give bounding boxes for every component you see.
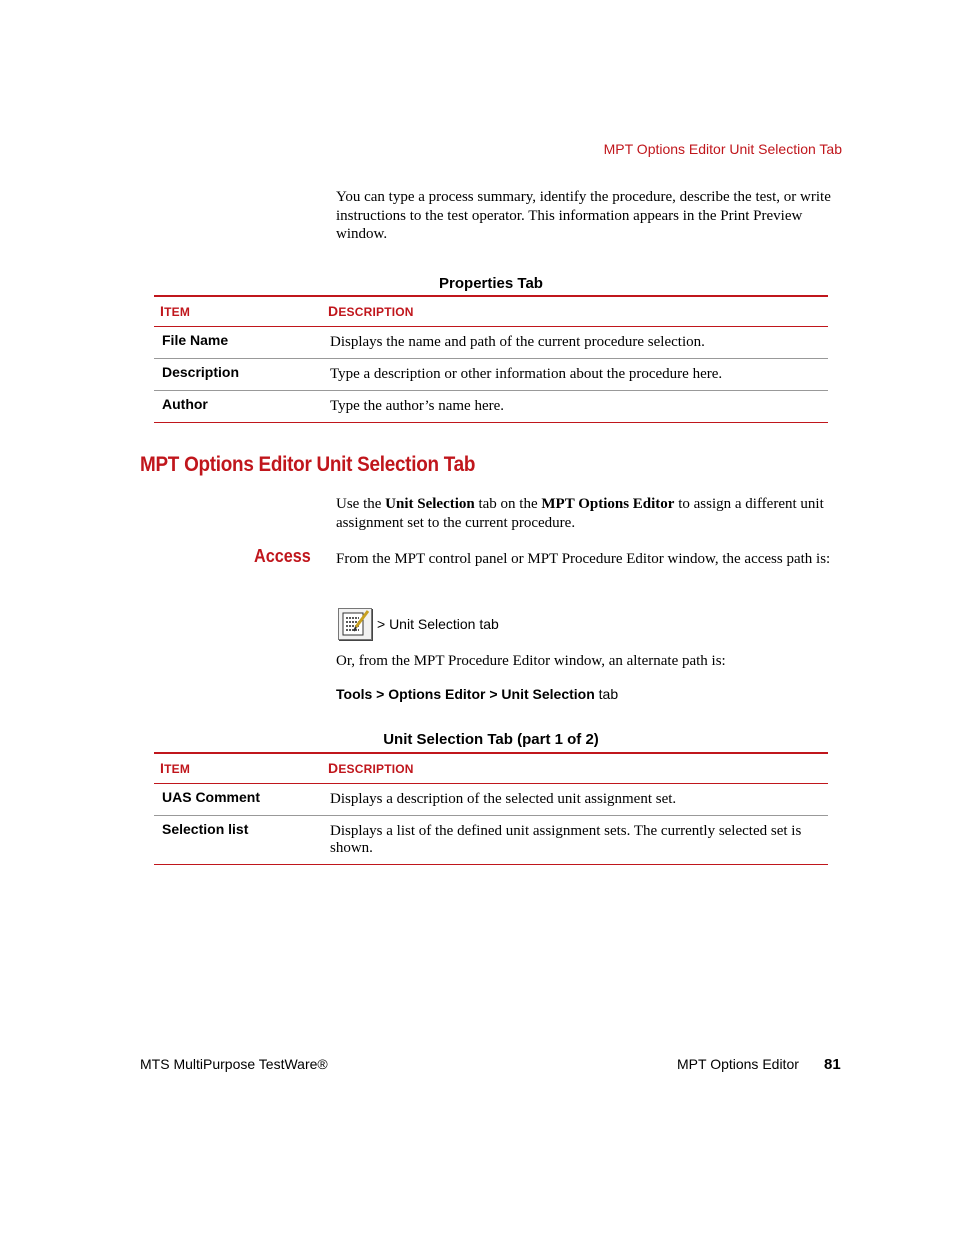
row-item: Selection list [154,816,322,865]
access-heading: Access [254,546,311,566]
icon-access-path: > Unit Selection tab [377,616,499,632]
row-description: Displays the name and path of the current procedure selection. [322,327,828,359]
menu-path: Tools > Options Editor > Unit Selection tab [336,686,619,702]
row-description: Displays a description of the selected unit assignment set. [322,784,828,816]
properties-table-caption: Properties Tab [439,275,543,292]
table-row [154,391,828,423]
row-description: Displays a list of the defined unit assignment sets. The currently selected set is shown. [322,816,828,865]
section-intro-paragraph: Use the Unit Selection tab on the MPT Options Editor to assign a different unit assignment set to the current procedure. [336,496,824,531]
running-header: MPT Options Editor Unit Selection Tab [603,141,842,157]
footer-left: MTS MultiPurpose TestWare® [140,1056,328,1072]
row-description: Type the author’s name here. [322,391,828,423]
table-row [154,816,828,865]
section-heading: MPT Options Editor Unit Selection Tab [140,453,476,476]
footer-chapter: MPT Options Editor [677,1056,799,1072]
column-header-item: ITEM [154,753,322,784]
access-paragraph: From the MPT control panel or MPT Procedure Editor window, the access path is: [336,551,831,567]
properties-table [154,295,828,423]
row-item: UAS Comment [154,784,322,816]
page-number: 81 [824,1056,841,1073]
row-item: File Name [154,327,322,359]
column-header-description: DESCRIPTION [322,753,828,784]
column-header-item: ITEM [154,296,322,327]
table-row [154,784,828,816]
options-editor-icon [338,608,372,640]
unit-table-caption: Unit Selection Tab (part 1 of 2) [383,731,599,748]
row-item: Author [154,391,322,423]
table-header-row [154,753,828,784]
alternate-path-paragraph: Or, from the MPT Procedure Editor window, an alternate path is: [336,653,726,669]
column-header-description: DESCRIPTION [322,296,828,327]
table-row [154,327,828,359]
row-description: Type a description or other information about the procedure here. [322,359,828,391]
table-header-row [154,296,828,327]
unit-selection-table [154,752,828,865]
intro-paragraph: You can type a process summary, identify the procedure, describe the test, or write instructions to the test operator. This information appears in the Print Preview window. [336,189,831,242]
row-item: Description [154,359,322,391]
table-row [154,359,828,391]
